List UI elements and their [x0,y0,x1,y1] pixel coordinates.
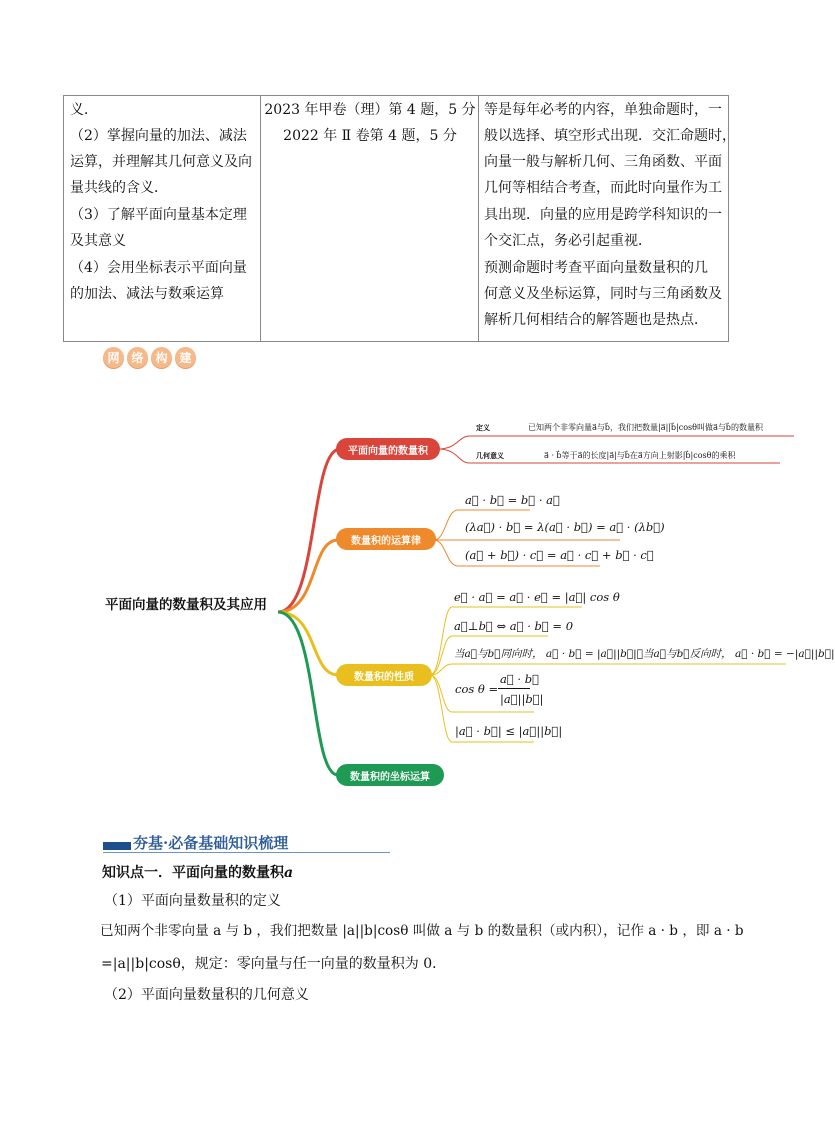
subheading-geometric-meaning: （2）平面向量数量积的几何意义 [104,987,309,1003]
table-line: 的加法、减法与数乘运算 [70,286,224,302]
badge-char: 建 [175,347,196,368]
mindmap-root: 平面向量的数量积及其应用 [105,597,267,613]
subheading-definition: （1）平面向量数量积的定义 [104,893,281,909]
connector-p1 [430,607,582,675]
leaf-prop-unit: e⃗ · a⃗ = a⃗ · e⃗ = |a⃗| cos θ [454,590,620,604]
node-coordinate-operation: 数量积的坐标运算 [336,764,444,786]
badge-char: 构 [151,347,172,368]
leaf-law-commutative: a⃗ · b⃗ = b⃗ · a⃗ [465,493,560,507]
paragraph-definition: 已知两个非零向量 a 与 b ，我们把数量 |a||b|cosθ 叫做 a 与 b 的数量积（或内积），记作 a · b ，即 a · b [100,923,744,939]
knowledge-point-title [102,864,293,882]
table-line: 义． [70,102,98,118]
knowledge-point-mark: a [284,865,294,881]
table-line: 般以选择、填空形式出现．交汇命题时， [484,128,736,144]
leaf-prop-inequality: |a⃗ · b⃗| ≤ |a⃗||b⃗| [455,724,563,738]
leaf-prop-direction: 当a⃗与b⃗同向时， a⃗ · b⃗ = |a⃗||b⃗|；当a⃗与b⃗反向时， a⃗ · b⃗ = −|a⃗||b⃗| [454,648,835,660]
node-properties: 数量积的性质 [336,664,432,686]
table-line: 2022 年 Ⅱ 卷第 4 题，5 分 [283,128,457,144]
leaf-prop-perpendicular: a⃗⊥b⃗ ⇔ a⃗ · b⃗ = 0 [454,619,574,633]
table-line: 等是每年必考的内容，单独命题时，一 [484,102,722,118]
connector-def [438,436,794,449]
table-line: 预测命题时考查平面向量数量积的几 [484,260,708,276]
table-line: （3）了解平面向量基本定理 [70,207,247,223]
table-line: 向量一般与解析几何、三角函数、平面 [484,154,722,170]
knowledge-point-text: 知识点一．平面向量的数量积 [102,865,284,881]
table-line: 何意义及坐标运算，同时与三角函数及 [484,286,722,302]
table-line: 几何等相结合考查，而此时向量作为工 [484,180,722,196]
table-line: （4）会用坐标表示平面向量 [70,260,247,276]
badge-char: 网 [103,347,124,368]
leaf-definition: 已知两个非零向量a⃗与b⃗，我们把数量|a⃗||b⃗|cosθ叫做a⃗与b⃗的数量积 [528,423,763,432]
section-heading-bar [103,842,131,850]
leaf-law-scalar: (λa⃗) · b⃗ = λ(a⃗ · b⃗) = a⃗ · (λb⃗) [465,520,665,534]
table-line: 及其意义 [70,233,126,249]
tag-definition: 定义 [476,424,490,432]
table-line: 运算，并理解其几何意义及向 [70,154,252,170]
badge-char: 络 [127,347,148,368]
fraction-bar [498,688,530,689]
paragraph-definition-cont: =|a||b|cosθ，规定：零向量与任一向量的数量积为 0． [101,956,447,972]
tag-geometric-meaning: 几何意义 [476,452,504,460]
table-line: （2）掌握向量的加法、减法 [70,128,247,144]
table-line: 量共线的含义． [70,180,168,196]
node-dot-product: 平面向量的数量积 [336,438,440,460]
leaf-law-distributive: (a⃗ + b⃗) · c⃗ = a⃗ · c⃗ + b⃗ · c⃗ [465,548,654,562]
leaf-prop-cos-numerator: a⃗ · b⃗ [500,672,539,686]
leaf-prop-cos-label: cos θ = [455,682,499,696]
connector-p3 [430,664,786,675]
table-line: 个交汇点，务必引起重视． [484,233,652,249]
leaf-geometric-meaning: a⃗ · b⃗等于a⃗的长度|a⃗|与b⃗在a⃗方向上射影|b⃗|cosθ的乘积 [544,451,736,460]
table-line: 2023 年甲卷（理）第 4 题，5 分 [264,102,476,118]
section-title: 夯基·必备基础知识梳理 [133,834,289,852]
table-line: 解析几何相结合的解答题也是热点． [484,312,708,328]
node-operation-laws: 数量积的运算律 [336,528,436,550]
table-line: 具出现．向量的应用是跨学科知识的一 [484,207,722,223]
leaf-prop-cos-denominator: |a⃗||b⃗| [500,692,544,706]
